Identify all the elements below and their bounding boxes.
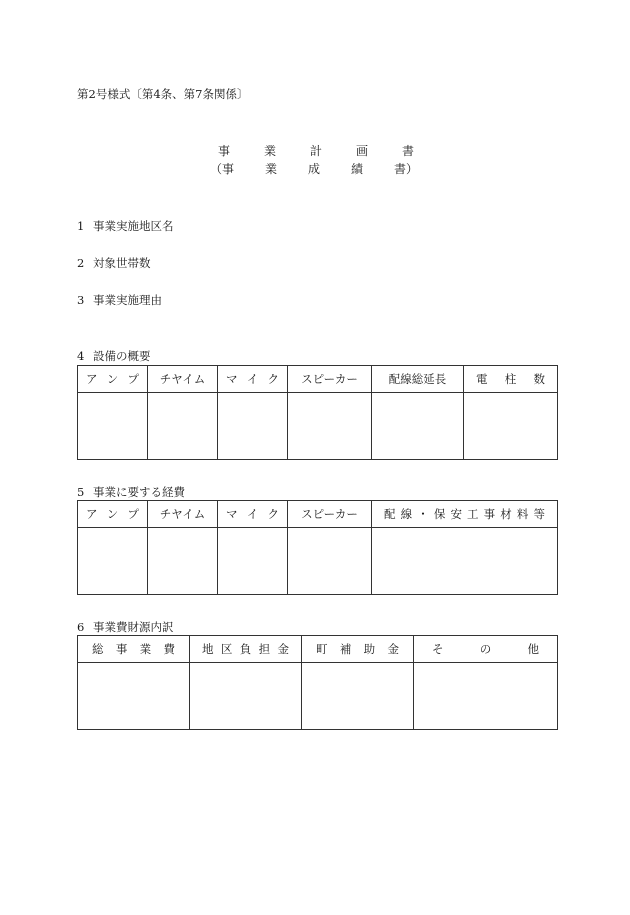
header-char: イ — [246, 372, 259, 386]
section-number: 5 — [77, 485, 85, 499]
cell-other[interactable] — [414, 663, 558, 730]
section-number: 1 — [77, 219, 85, 233]
header-char: 電 — [476, 372, 488, 386]
header-char: マ — [226, 507, 238, 521]
header-wiring-length: 配線総延長 — [372, 366, 464, 393]
header-char: ク — [267, 372, 279, 386]
title-char: 計 — [309, 144, 322, 158]
cell-chime[interactable] — [148, 528, 218, 595]
header-char: ・ — [417, 507, 429, 521]
cell-amp[interactable] — [78, 393, 148, 460]
title-char: 画 — [355, 144, 368, 158]
title-char: 書 — [401, 144, 414, 158]
subtitle-char: 績 — [350, 162, 363, 176]
equipment-table — [77, 365, 558, 460]
cell-mic[interactable] — [218, 393, 288, 460]
header-district-share — [190, 636, 302, 663]
header-pole-count — [464, 366, 558, 393]
cell-speaker[interactable] — [288, 393, 372, 460]
header-char: 材 — [500, 507, 512, 521]
cell-speaker[interactable] — [288, 528, 372, 595]
title-char: 事 — [218, 144, 231, 158]
section-heading — [77, 484, 185, 500]
header-char: 助 — [363, 642, 376, 656]
cell-district-share[interactable] — [190, 663, 302, 730]
header-char: マ — [226, 372, 238, 386]
header-char: ン — [106, 372, 119, 386]
section-heading — [77, 619, 174, 635]
cell-amp[interactable] — [78, 528, 148, 595]
header-char: の — [479, 642, 492, 656]
header-char: 業 — [139, 642, 152, 656]
subtitle-char: 業 — [264, 162, 277, 176]
header-wiring-materials — [372, 501, 558, 528]
header-char: 担 — [258, 642, 271, 656]
section-label: 対象世帯数 — [93, 256, 151, 270]
subtitle-char: 成 — [307, 162, 320, 176]
section-number: 4 — [77, 349, 85, 363]
header-char: 他 — [527, 642, 539, 656]
cell-total-cost[interactable] — [78, 663, 190, 730]
header-char: ン — [106, 507, 119, 521]
subtitle-char: 書） — [393, 162, 418, 176]
cell-pole-count[interactable] — [464, 393, 558, 460]
header-total-cost — [78, 636, 190, 663]
header-char: プ — [127, 372, 139, 386]
header-mic — [218, 501, 288, 528]
header-char: 金 — [277, 642, 289, 656]
section-label: 事業に要する経費 — [93, 485, 185, 499]
header-char: 総 — [92, 642, 104, 656]
section-label: 設備の概要 — [93, 349, 151, 363]
header-char: 料 — [516, 507, 529, 521]
header-other — [414, 636, 558, 663]
section-heading — [77, 218, 174, 234]
section-heading — [77, 255, 151, 271]
header-char: 補 — [339, 642, 352, 656]
header-char: 柱 — [504, 372, 517, 386]
header-char: 数 — [533, 372, 545, 386]
section-heading — [77, 292, 162, 308]
section-number: 2 — [77, 256, 85, 270]
header-char: 安 — [450, 507, 462, 521]
header-mic — [218, 366, 288, 393]
header-char: 工 — [467, 507, 479, 521]
section-label: 事業実施理由 — [93, 293, 162, 307]
cost-table — [77, 500, 558, 595]
header-char: 区 — [220, 642, 233, 656]
header-char: 保 — [433, 507, 446, 521]
section-heading — [77, 348, 151, 364]
document-title — [218, 142, 414, 159]
cell-chime[interactable] — [148, 393, 218, 460]
funding-table — [77, 635, 558, 730]
header-char: プ — [127, 507, 139, 521]
header-char: そ — [432, 642, 444, 656]
header-chime: チヤイム — [148, 366, 218, 393]
title-char: 業 — [263, 144, 276, 158]
header-char: 町 — [316, 642, 328, 656]
form-number: 第2号様式〔第4条、第7条関係〕 — [77, 87, 249, 101]
header-char: 負 — [239, 642, 252, 656]
header-char: 費 — [163, 642, 175, 656]
header-amp — [78, 501, 148, 528]
header-char: ク — [267, 507, 279, 521]
cell-wiring-materials[interactable] — [372, 528, 558, 595]
header-speaker: スピーカー — [288, 501, 372, 528]
section-label: 事業費財源内訳 — [93, 620, 174, 634]
header-char: 事 — [483, 507, 496, 521]
header-char: 等 — [533, 507, 545, 521]
header-speaker: スピーカー — [288, 366, 372, 393]
cell-wiring-length[interactable] — [372, 393, 464, 460]
header-char: 金 — [387, 642, 399, 656]
section-number: 6 — [77, 620, 85, 634]
header-char: 線 — [400, 507, 413, 521]
header-char: 地 — [202, 642, 214, 656]
header-chime: チヤイム — [148, 501, 218, 528]
header-char: 配 — [384, 507, 396, 521]
subtitle-char: （事 — [210, 162, 235, 176]
header-char: 事 — [115, 642, 128, 656]
header-amp — [78, 366, 148, 393]
section-number: 3 — [77, 293, 85, 307]
cell-mic[interactable] — [218, 528, 288, 595]
cell-town-subsidy[interactable] — [302, 663, 414, 730]
header-town-subsidy — [302, 636, 414, 663]
section-label: 事業実施地区名 — [93, 219, 174, 233]
document-subtitle — [210, 160, 418, 177]
header-char: イ — [246, 507, 259, 521]
header-char: ア — [86, 507, 98, 521]
header-char: ア — [86, 372, 98, 386]
